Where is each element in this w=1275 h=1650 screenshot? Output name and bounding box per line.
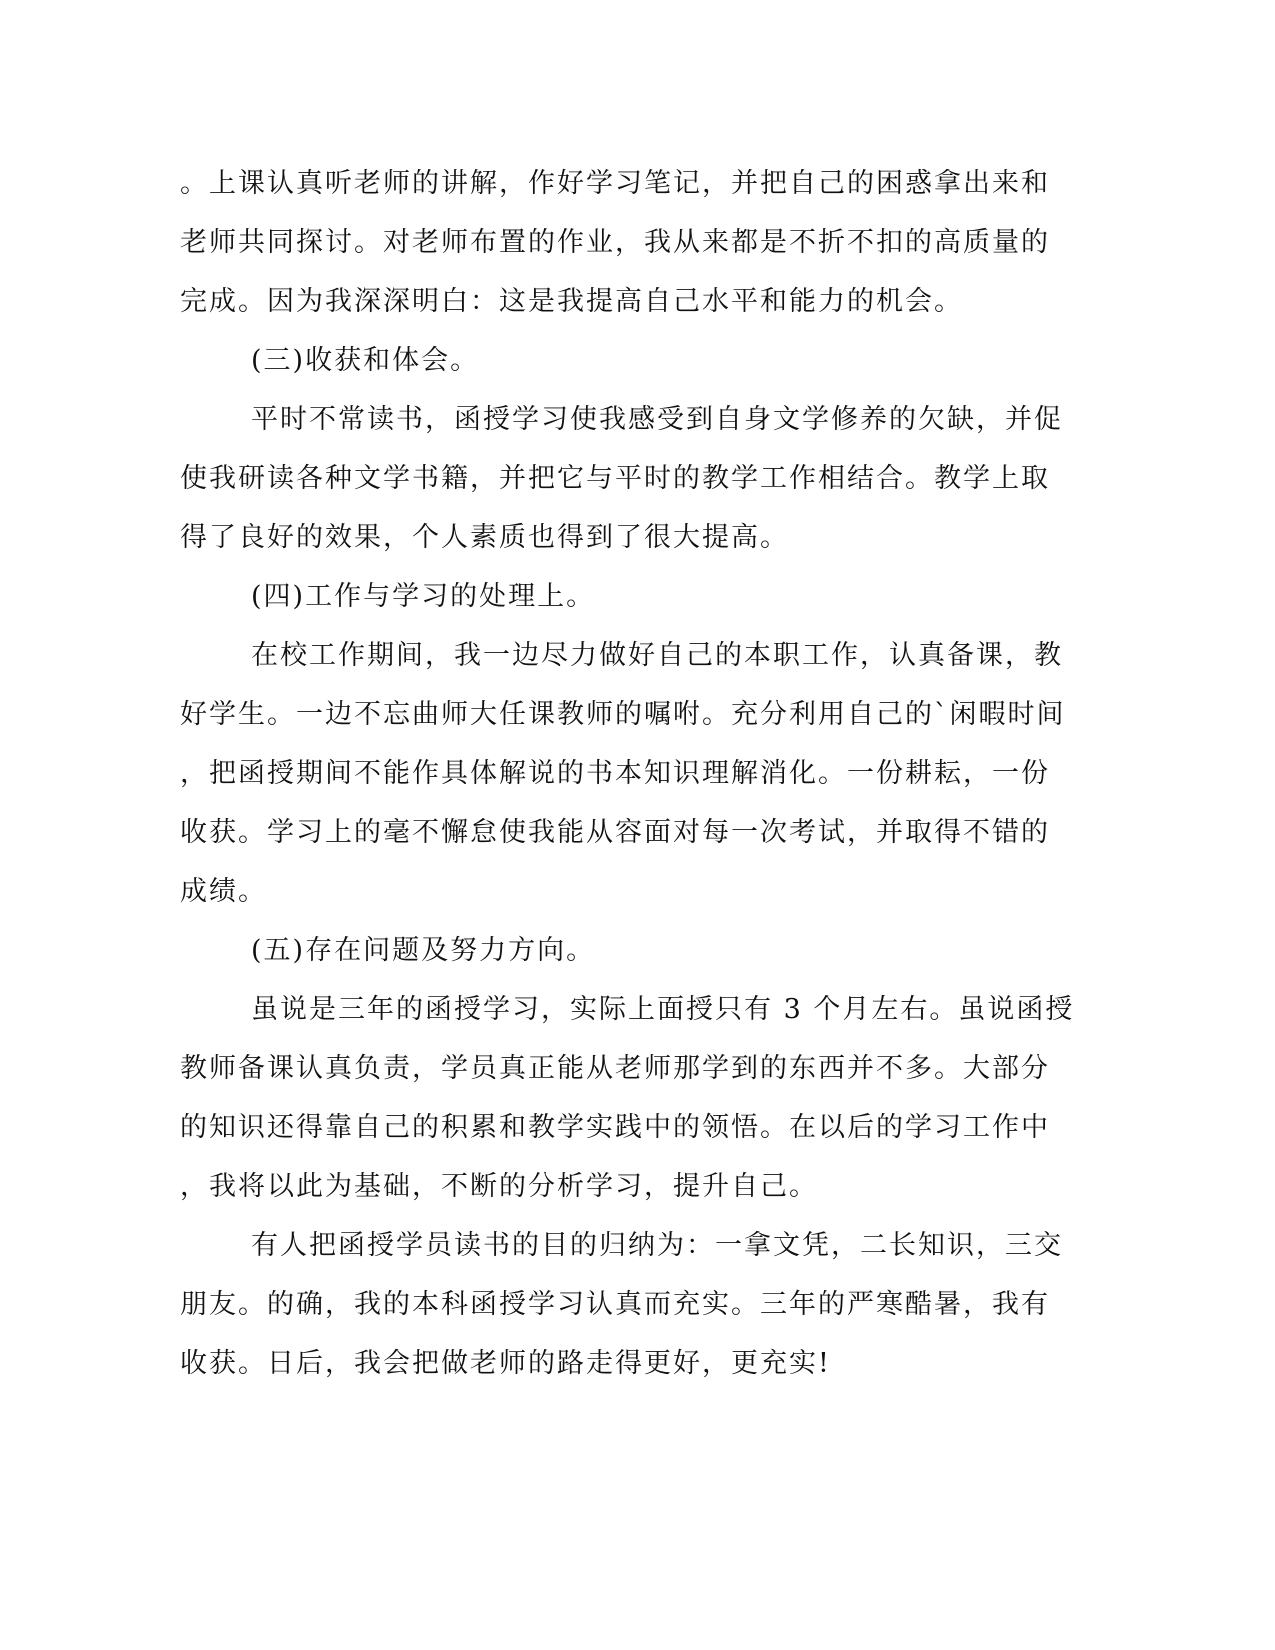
text-line: 在校工作期间，我一边尽力做好自己的本职工作，认真备课，教 (251, 640, 1063, 671)
text-line: 收获。学习上的毫不懈怠使我能从容面对每一次考试，并取得不错的 (180, 817, 1050, 848)
text-line: ，我将以此为基础，不断的分析学习，提升自己。 (180, 1171, 818, 1202)
text-line: 有人把函授学员读书的目的归纳为：一拿文凭，二长知识，三交 (251, 1230, 1063, 1261)
text-line: 虽说是三年的函授学习，实际上面授只有 3 个月左右。虽说函授 (251, 994, 1075, 1025)
text-line: 得了良好的效果，个人素质也得到了很大提高。 (180, 522, 789, 553)
section-heading: (五)存在问题及努力方向。 (251, 935, 596, 966)
text-line: 的知识还得靠自己的积累和教学实践中的领悟。在以后的学习工作中 (180, 1112, 1050, 1143)
text-line: 使我研读各种文学书籍，并把它与平时的教学工作相结合。教学上取 (180, 463, 1050, 494)
text-line: 朋友。的确，我的本科函授学习认真而充实。三年的严寒酷暑，我有 (180, 1289, 1050, 1320)
section-heading: (三)收获和体会。 (251, 345, 480, 376)
section-heading: (四)工作与学习的处理上。 (251, 581, 596, 612)
text-line: 。上课认真听老师的讲解，作好学习笔记，并把自己的困惑拿出来和 (180, 168, 1050, 199)
text-line: 好学生。一边不忘曲师大任课教师的嘱咐。充分利用自己的`闲暇时间 (180, 699, 1066, 730)
text-line: 老师共同探讨。对老师布置的作业，我从来都是不折不扣的高质量的 (180, 227, 1050, 258)
text-line: 教师备课认真负责，学员真正能从老师那学到的东西并不多。大部分 (180, 1053, 1050, 1084)
text-line: 成绩。 (180, 876, 267, 907)
text-line: 收获。日后，我会把做老师的路走得更好，更充实! (180, 1348, 831, 1379)
document-body (180, 154, 1075, 1393)
text-line: 完成。因为我深深明白：这是我提高自己水平和能力的机会。 (180, 286, 963, 317)
text-line: 平时不常读书，函授学习使我感受到自身文学修养的欠缺，并促 (251, 404, 1063, 435)
text-line: ，把函授期间不能作具体解说的书本知识理解消化。一份耕耘，一份 (180, 758, 1050, 789)
